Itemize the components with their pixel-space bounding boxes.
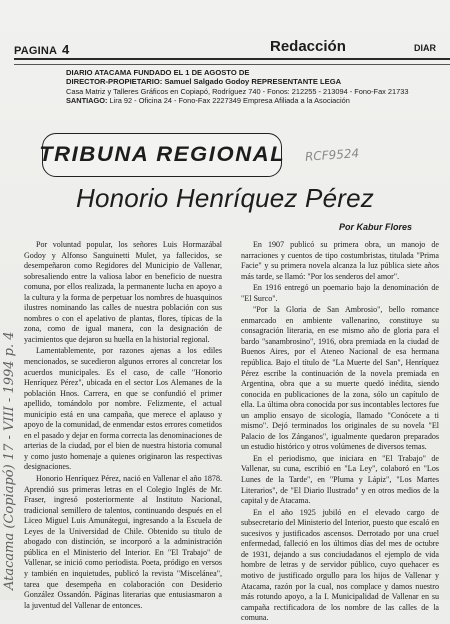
masthead-line-director: DIRECTOR-PROPIETARIO: Samuel Salgado Godoy REPRESENTANTE LEGA [66,77,342,87]
header-rule [14,58,450,60]
column-banner-text: TRIBUNA REGIONAL [38,143,286,166]
masthead-santiago-label: SANTIAGO: [66,96,108,106]
handwritten-reference: RCF9524 [304,146,360,164]
masthead-line-santiago [66,96,450,105]
article-byline: Por Kabur Flores [338,222,412,232]
masthead-line-address: Casa Matriz y Talleres Gráficos en Copiapó, Rodríguez 740 - Fonos: 212255 - 213094 - Fono-Fax 21733 [66,86,409,96]
article-paragraph: Lamentablemente, por razones ajenas a los ediles mencionados, se sucedieron algunos errores al concretar los acuerdos municipales. Es el caso, de calle "Honorio Henríquez Pérez", ubicada en el sector Los Alemanes de la población Hnos. Carrera, en que se confundió el primer apellido, tomándolo por nombre. Felizmente, el actual municipio está en una campaña, que merece el aplauso y apoyo de la comunidad, de enmendar estos errores cometidos en el pasado y dejar en forma correcta las denominaciones de arterias de la ciudad, por el bien de nuestra historia comunal y como justo homenaje a quienes originaron las respectivas designaciones. [24,346,222,472]
article-paragraph: En el periodismo, que iniciara en "El Trabajo" de Vallenar, su cuna, escribió en "La Ley", colaboró en "Los Lunes de la Tarde", en "Pluma y Lápiz", "Los Martes Literarios", de "El Diario Ilustrado" y en otros medios de la capital y de Atacama. [241,453,439,506]
header-rule-thin [14,64,450,65]
column-banner [38,133,286,177]
article-paragraph: En el año 1925 jubiló en el elevado cargo de subsecretario del Ministerio del Interior, puesto que escaló en sucesivos y justificados ascensos. Derrotado por una cruel enfermedad, falleció en los últimos días del mes de octubre de 1931, dejando a sus conciudadanos el ejemplo de vida hombre de letras y de servidor público, cuyo quehacer es motivo de justificado orgullo para los hijos de Vallenar y Atacama, razón por la cual, nos complace y damos nuestro más rotundo apoyo, a la I. Municipalidad de Vallenar en su campaña rectificadora de los nombre de las calles de la comuna. [241,507,439,623]
archive-handwritten-stamp: Atacama (Copiapó) 17 - VIII - 1994 p. 4 [2,331,17,590]
page-label [14,42,69,57]
page-number: 4 [62,42,70,57]
masthead [66,68,450,106]
article-paragraph: Por voluntad popular, los señores Luis Hormazábal Godoy y Alfonso Sanguinetti Mulet, ya fallecidos, se desempeñaron como Regidores del Municipio de Vallenar, sobresaliendo entre la valiosa labor en beneficio de nuestra comuna, por ellos realizada, la permanente lucha en apoyo a la cultura y la forma de perpetuar los nombres de huasquinos ilustres nominando las calles de nuestra población con sus nombres o con el apelativo de plantas, flores, típicas de la zona, como de igual manera, con la designación de yacimientos que dejaron su huella en la historial regional. [24,240,222,344]
article-paragraph: En 1907 publicó su primera obra, un manojo de narraciones y cuentos de tipo costumbristas, titulada "Prima Facie" y su primera novela alcanza la luz pública siete años más tarde, se llamó: "Por los senderos del amor". [241,240,439,281]
article-paragraph: Honorio Henríquez Pérez, nació en Vallenar el año 1878. Aprendió sus primeras letras en el Colegio Inglés de Mr. Fraser, ingresó posteriormente al Instituto Nacional, tradicional semillero de talentos, continuando después en el Liceo Miguel Luis Amunátegui, ingresando a la Escuela de Leyes de la Universidad de Chile. Obtenido su título de abogado con distinción, se incorporó a la administración pública en el Ministerio del Interior. En "El Trabajo" de Vallenar, se inició como periodista. Poeta, pródigo en versos y también en inquietudes, publicó la revista "Miscelánea", tarea que desempeña en colaboración con Desiderio González Ossandón. Páginas literarias que entusiasmaron a la juventud del Vallenar de entonces. [24,474,222,610]
article-title: Honorio Henríquez Pérez [76,183,374,213]
page-label-text: PAGINA [14,45,57,57]
section-title-cut: DIAR [414,43,436,53]
masthead-santiago-text: Lira 92 - Oficina 24 - Fono-Fax 2227349 Empresa Afiliada a la Asociación [107,96,350,106]
section-title: Redacción [270,38,346,55]
article-paragraph: "Por la Gloria de San Ambrosio", bello romance enmarcado en ambiente vallenarino, constituye su consagración literaria, en ese mismo año de gloria para el bardo "sanambrosino", 1916, obra premiada en la ciudad de Buenos Aires, por el Ateneo Nacional de esa hermana república. Bajo el título de "La Muerte del San", Henríquez Pérez escribe la continuación de la novela premiada en Argentina, obra que a su muerte quedó inédita, siendo conocida en publicaciones de la zona, sólo un capítulo de ella. La última obra conocida por sus incontables lectores fue un amplio ensayo de sicología, llamado "Conócete a ti mismo". Dejó terminados los originales de su novela "El Palacio de los Zánganos", igualmente quedaron preparados un estudio histórico y otros volúmenes de diversos temas. [241,305,439,452]
masthead-line-founded: DIARIO ATACAMA FUNDADO EL 1 DE AGOSTO DE [66,68,250,77]
article-column-left [24,240,222,611]
article-column-right [241,240,439,624]
article-paragraph: En 1916 entregó un poemario bajo la denominación de "El Surco". [241,283,439,303]
